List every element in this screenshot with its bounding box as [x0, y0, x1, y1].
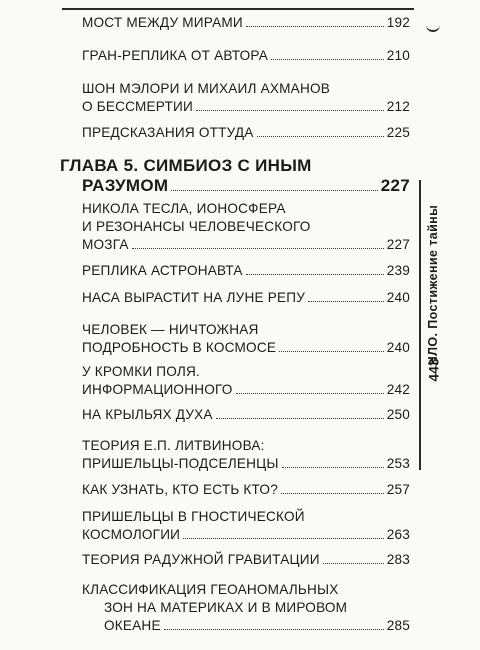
toc-entry-line [0, 236, 410, 254]
toc-entry-title: О БЕССМЕРТИИ [82, 99, 193, 114]
toc-entry[interactable] [0, 551, 410, 569]
toc-entry-title: НА КРЫЛЬЯХ ДУХА [82, 407, 213, 422]
toc-entry[interactable] [0, 581, 410, 635]
toc-chapter[interactable] [0, 156, 410, 196]
page-number [425, 350, 443, 390]
toc-page-number: 227 [386, 237, 410, 252]
toc-entry-title: НИКОЛА ТЕСЛА, ИОНОСФЕРА [82, 201, 286, 216]
toc-entry-line [0, 526, 410, 544]
toc-entry[interactable] [0, 437, 410, 473]
toc-entry-line [0, 218, 410, 236]
toc-page-number: 212 [386, 99, 410, 114]
toc-entry-line [0, 437, 410, 455]
toc-entry-line [0, 289, 410, 307]
page-number-text: 443 [426, 358, 443, 382]
toc-entry-title: ПОДРОБНОСТЬ В КОСМОСЕ [82, 340, 277, 355]
toc-entry-title: КАК УЗНАТЬ, КТО ЕСТЬ КТО? [82, 482, 278, 497]
toc-entry[interactable] [0, 14, 410, 32]
toc-entry-line [0, 617, 410, 635]
toc-entry-title: НАСА ВЫРАСТИТ НА ЛУНЕ РЕПУ [82, 290, 306, 305]
toc-entry-line [0, 47, 410, 65]
leader-dots [308, 301, 384, 302]
leader-dots [282, 467, 384, 468]
leader-dots [183, 538, 384, 539]
toc-entry-title: ГРАН-РЕПЛИКА ОТ АВТОРА [82, 48, 269, 63]
toc-entry[interactable] [0, 508, 410, 544]
toc-entry[interactable] [0, 47, 410, 65]
toc-entry-title: МОСТ МЕЖДУ МИРАМИ [82, 15, 243, 30]
toc-entry-line [0, 339, 410, 357]
toc-entry[interactable] [0, 481, 410, 499]
toc-entry[interactable] [0, 124, 410, 142]
toc-page-number: 253 [386, 456, 410, 471]
toc-entry-title: ТЕОРИЯ РАДУЖНОЙ ГРАВИТАЦИИ [82, 552, 320, 567]
toc-entry-line [0, 156, 410, 176]
leader-dots [279, 351, 384, 352]
toc-page-number: 239 [386, 263, 410, 278]
leader-dots [164, 629, 384, 630]
toc-entry-title: РАЗУМОМ [82, 176, 169, 195]
toc-entry-line [0, 481, 410, 499]
running-head-text: НЛО. Постижение тайны [426, 204, 440, 366]
toc-entry[interactable] [0, 363, 410, 399]
toc-entry-title: ИНФОРМАЦИОННОГО [82, 382, 233, 397]
toc-page-number: 263 [386, 527, 410, 542]
toc-entry[interactable] [0, 80, 410, 116]
toc-page-number: 257 [386, 482, 410, 497]
toc-entry-line [0, 551, 410, 569]
leader-dots [216, 418, 384, 419]
toc-entry-line [0, 406, 410, 424]
toc-entry-line [0, 176, 410, 196]
toc-entry-line [0, 80, 410, 98]
toc-entry-line [0, 124, 410, 142]
toc-page-number: 283 [386, 552, 410, 567]
toc-entry-title: ОКЕАНЕ [104, 618, 161, 633]
toc-entry-title: РЕПЛИКА АСТРОНАВТА [82, 263, 243, 278]
toc-entry-title: ГЛАВА 5. СИМБИОЗ С ИНЫМ [60, 156, 312, 175]
toc-entry-title: У КРОМКИ ПОЛЯ. [82, 364, 200, 379]
toc-page-number: 242 [386, 382, 410, 397]
leader-dots [132, 248, 384, 249]
leader-dots [196, 110, 384, 111]
leader-dots [257, 136, 384, 137]
toc-page-number: 210 [386, 48, 410, 63]
toc-entry-title: ШОН МЭЛОРИ И МИХАИЛ АХМАНОВ [82, 81, 331, 96]
leader-dots [281, 493, 384, 494]
toc-entry[interactable] [0, 200, 410, 254]
toc-page-number: 192 [386, 15, 410, 30]
toc-entry[interactable] [0, 289, 410, 307]
toc-page-number: 227 [380, 176, 410, 195]
leader-dots [271, 59, 384, 60]
toc-entry-title: КОСМОЛОГИИ [82, 527, 181, 542]
toc-entry-title: ЗОН НА МАТЕРИКАХ И В МИРОВОМ [104, 600, 348, 615]
toc-entry-line [0, 321, 410, 339]
toc-entry-title: ЧЕЛОВЕК — НИЧТОЖНАЯ [82, 322, 259, 337]
toc-entry-line [0, 262, 410, 280]
leader-dots [323, 563, 384, 564]
leader-dots [246, 274, 384, 275]
toc-entry-line [0, 200, 410, 218]
toc-entry-line [0, 381, 410, 399]
toc-entry-line [0, 363, 410, 381]
toc-entry-title: МОЗГА [82, 237, 129, 252]
toc-entry-title: И РЕЗОНАНСЫ ЧЕЛОВЕЧЕСКОГО [82, 219, 311, 234]
sidebar-rule [419, 180, 421, 470]
toc-entry-line [0, 508, 410, 526]
toc-page-number: 250 [386, 407, 410, 422]
toc-entry[interactable] [0, 406, 410, 424]
toc-entry-line [0, 98, 410, 116]
toc-entry-title: КЛАССИФИКАЦИЯ ГЕОАНОМАЛЬНЫХ [82, 582, 339, 597]
toc-entry-line [0, 599, 410, 617]
toc-entry-line [0, 455, 410, 473]
leader-dots [246, 26, 384, 27]
toc-entry[interactable] [0, 321, 410, 357]
toc-page-number: 285 [386, 618, 410, 633]
toc-entry-title: ТЕОРИЯ Е.П. ЛИТВИНОВА: [82, 438, 265, 453]
toc-page-number: 225 [386, 125, 410, 140]
toc-page-number: 240 [386, 290, 410, 305]
toc-entry-line [0, 581, 410, 599]
toc-entry[interactable] [0, 262, 410, 280]
leader-dots [171, 190, 377, 191]
leader-dots [236, 393, 384, 394]
toc-entry-title: ПРИШЕЛЬЦЫ В ГНОСТИЧЕСКОЙ [82, 509, 305, 524]
toc-entry-title: ПРЕДСКАЗАНИЯ ОТТУДА [82, 125, 254, 140]
toc-page-number: 240 [386, 340, 410, 355]
toc-entry-title: ПРИШЕЛЬЦЫ-ПОДСЕЛЕНЦЫ [82, 456, 279, 471]
toc-entry-line [0, 14, 410, 32]
